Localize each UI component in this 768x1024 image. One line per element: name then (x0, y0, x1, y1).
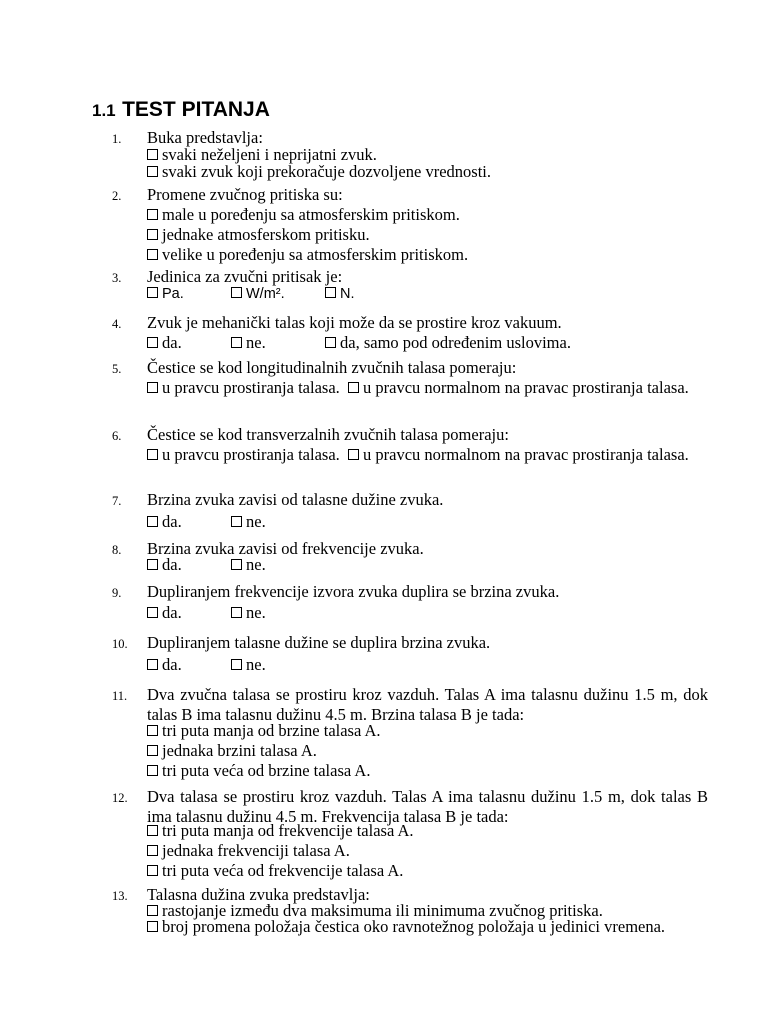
checkbox-icon[interactable] (147, 559, 158, 570)
checkbox-icon[interactable] (231, 607, 242, 618)
option-row (147, 917, 710, 936)
answer-option[interactable]: broj promena položaja čestica oko ravnotežnog položaja u jedinici vremena. (147, 917, 665, 936)
checkbox-icon[interactable] (147, 745, 158, 756)
question-number: 7. (112, 494, 122, 508)
option-row (147, 861, 710, 880)
checkbox-icon[interactable] (147, 865, 158, 876)
option-row (147, 283, 710, 304)
question-text: Dupliranjem talasne dužine se duplira brzina zvuka. (147, 633, 491, 652)
question-number: 3. (112, 271, 122, 285)
checkbox-icon[interactable] (231, 659, 242, 670)
question-text: Čestice se kod transverzalnih zvučnih talasa pomeraju: (147, 425, 509, 444)
question-text: Talasna dužina zvuka predstavlja: (147, 885, 370, 904)
option-row (147, 512, 710, 531)
checkbox-icon[interactable] (147, 659, 158, 670)
question-number: 6. (112, 429, 122, 443)
section-heading (92, 97, 270, 125)
question-13 (110, 885, 710, 936)
answer-option[interactable]: tri puta manja od frekvencije talasa A. (147, 821, 414, 840)
answer-option[interactable]: ne. (231, 555, 266, 574)
question-number: 9. (112, 586, 122, 600)
question-number: 10. (112, 637, 128, 651)
option-row (147, 205, 710, 224)
section-number: 1.1 (92, 101, 116, 120)
answer-option[interactable]: u pravcu prostiranja talasa. (147, 378, 340, 397)
answer-option[interactable]: da. (147, 333, 231, 352)
checkbox-icon[interactable] (147, 149, 158, 160)
question-number: 11. (112, 689, 128, 703)
answer-option[interactable]: tri puta manja od brzine talasa A. (147, 721, 381, 740)
checkbox-icon[interactable] (231, 337, 242, 348)
question-number: 13. (112, 889, 128, 903)
checkbox-icon[interactable] (147, 249, 158, 260)
answer-option[interactable]: u pravcu normalnom na pravac prostiranja talasa. (363, 445, 689, 464)
checkbox-icon[interactable] (147, 516, 158, 527)
answer-option[interactable]: ne. (231, 655, 266, 674)
option-row (147, 445, 707, 464)
answer-option[interactable]: rastojanje između dva maksimuma ili minimuma zvučnog pritiska. (147, 901, 603, 920)
checkbox-icon[interactable] (147, 382, 158, 393)
question-text: Dva talasa se prostiru kroz vazduh. Talas A ima talasnu dužinu 1.5 m, dok talas B ima talasnu dužinu 4.5 m. Frekvencija talasa B je tada: (147, 787, 708, 826)
checkbox-icon[interactable] (147, 765, 158, 776)
answer-option[interactable]: ne. (231, 512, 266, 531)
question-text: Dupliranjem frekvencije izvora zvuka duplira se brzina zvuka. (147, 582, 560, 601)
answer-option[interactable]: jednaka brzini talasa A. (147, 741, 317, 760)
answer-option[interactable]: tri puta veća od brzine talasa A. (147, 761, 370, 780)
question-text: Dva zvučna talasa se prostiru kroz vazduh. Talas A ima talasnu dužinu 1.5 m, dok talas B ima talasnu dužinu 4.5 m. Brzina talasa B je tada: (147, 685, 708, 724)
checkbox-icon[interactable] (147, 209, 158, 220)
option-row (147, 655, 710, 674)
answer-option[interactable]: velike u poređenju sa atmosferskim pritiskom. (147, 245, 468, 264)
checkbox-icon[interactable] (147, 607, 158, 618)
answer-option[interactable]: svaki neželjeni i neprijatni zvuk. (147, 145, 377, 164)
answer-option[interactable]: svaki zvuk koji prekoračuje dozvoljene vrednosti. (147, 162, 491, 181)
checkbox-icon[interactable] (348, 449, 359, 460)
question-text: Zvuk je mehanički talas koji može da se prostire kroz vakuum. (147, 313, 562, 332)
checkbox-icon[interactable] (147, 287, 158, 298)
option-row (147, 603, 710, 622)
answer-option[interactable]: da. (147, 555, 231, 574)
section-title: TEST PITANJA (122, 98, 270, 121)
checkbox-icon[interactable] (147, 725, 158, 736)
option-row (147, 841, 710, 860)
question-number: 8. (112, 543, 122, 557)
answer-option[interactable]: W/m². (231, 283, 325, 304)
question-9 (110, 582, 710, 622)
checkbox-icon[interactable] (325, 337, 336, 348)
answer-option[interactable]: Pa. (147, 283, 231, 304)
question-number: 2. (112, 189, 122, 203)
answer-option[interactable]: jednake atmosferskom pritisku. (147, 225, 370, 244)
option-row (147, 741, 710, 760)
checkbox-icon[interactable] (325, 287, 336, 298)
answer-option[interactable]: ne. (231, 603, 266, 622)
checkbox-icon[interactable] (147, 337, 158, 348)
question-text: Brzina zvuka zavisi od talasne dužine zvuka. (147, 490, 444, 509)
question-7 (110, 490, 710, 531)
answer-option[interactable]: tri puta veća od frekvencije talasa A. (147, 861, 403, 880)
option-row (147, 333, 710, 352)
question-number: 4. (112, 317, 122, 331)
answer-option[interactable]: N. (325, 283, 355, 304)
checkbox-icon[interactable] (231, 516, 242, 527)
question-6 (110, 425, 710, 464)
option-row (147, 162, 710, 181)
checkbox-icon[interactable] (147, 825, 158, 836)
checkbox-icon[interactable] (147, 229, 158, 240)
question-2 (110, 185, 710, 264)
option-row (147, 378, 707, 397)
option-row (147, 555, 710, 574)
answer-option[interactable]: da. (147, 603, 231, 622)
question-12 (110, 787, 710, 880)
checkbox-icon[interactable] (147, 921, 158, 932)
option-row (147, 245, 710, 264)
answer-option[interactable]: da, samo pod određenim uslovima. (325, 333, 571, 352)
checkbox-icon[interactable] (147, 449, 158, 460)
question-text: Promene zvučnog pritiska su: (147, 185, 343, 204)
answer-option[interactable]: da. (147, 655, 231, 674)
question-text: Čestice se kod longitudinalnih zvučnih talasa pomeraju: (147, 358, 517, 377)
question-1 (110, 128, 710, 181)
answer-option[interactable]: da. (147, 512, 231, 531)
question-number: 12. (112, 791, 128, 805)
question-text: Jedinica za zvučni pritisak je: (147, 267, 343, 286)
checkbox-icon[interactable] (147, 845, 158, 856)
checkbox-icon[interactable] (231, 287, 242, 298)
question-number: 1. (112, 132, 122, 146)
question-number: 5. (112, 362, 122, 376)
question-text: Brzina zvuka zavisi od frekvencije zvuka. (147, 539, 424, 558)
question-text: Buka predstavlja: (147, 128, 263, 147)
answer-option[interactable]: u pravcu prostiranja talasa. (147, 445, 340, 464)
answer-option[interactable]: ne. (231, 333, 325, 352)
answer-option[interactable]: u pravcu normalnom na pravac prostiranja talasa. (363, 378, 689, 397)
question-5 (110, 358, 710, 397)
checkbox-icon[interactable] (147, 905, 158, 916)
question-8 (110, 539, 710, 574)
question-3 (110, 267, 710, 304)
answer-option[interactable]: jednaka frekvenciji talasa A. (147, 841, 350, 860)
option-row (147, 225, 710, 244)
option-row (147, 761, 710, 780)
answer-option[interactable]: male u poređenju sa atmosferskim pritiskom. (147, 205, 460, 224)
question-10 (110, 633, 710, 674)
checkbox-icon[interactable] (348, 382, 359, 393)
question-4 (110, 313, 710, 352)
checkbox-icon[interactable] (231, 559, 242, 570)
question-11 (110, 685, 710, 780)
checkbox-icon[interactable] (147, 166, 158, 177)
